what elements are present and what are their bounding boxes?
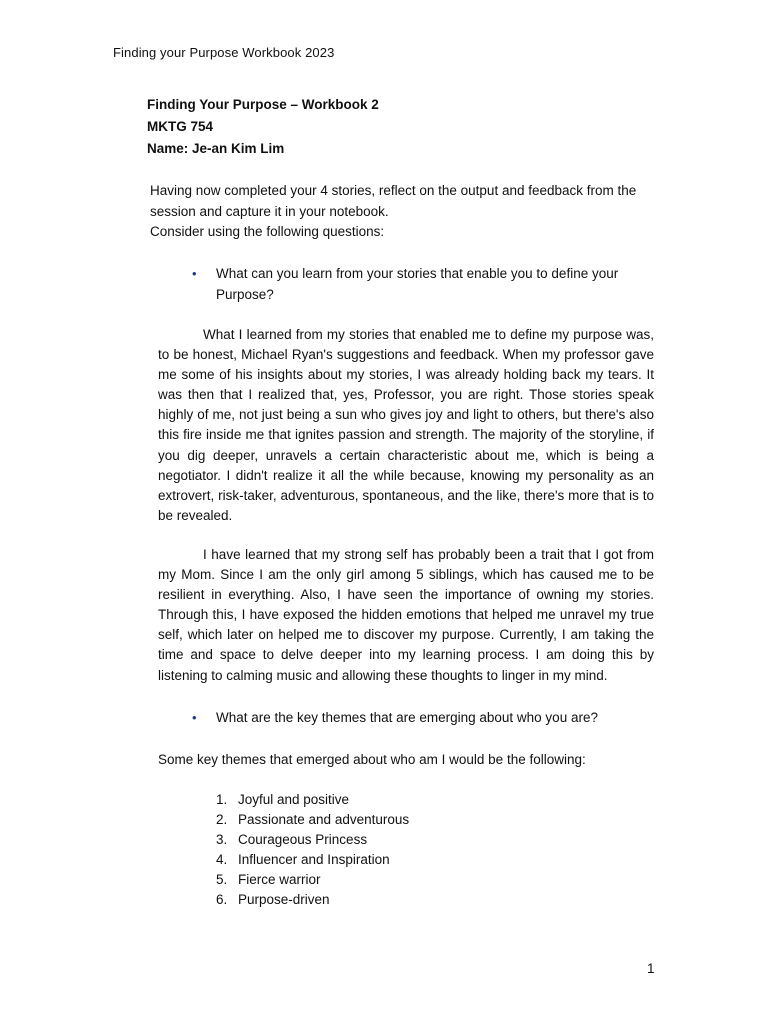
student-name: Name: Je-an Kim Lim — [147, 141, 285, 156]
list-item — [216, 830, 409, 850]
question-1 — [192, 264, 656, 305]
list-item — [216, 870, 409, 890]
page-number: 1 — [647, 961, 655, 976]
list-number: 6. — [216, 892, 228, 908]
list-number: 2. — [216, 812, 228, 828]
title-block — [147, 94, 379, 160]
answer-paragraph-2: I have learned that my strong self has probably been a trait that I got from my Mom. Since I am the only girl among 5 siblings, which has caused me to be resilient in everything. Also, I have seen the importance of owning my stories. Through this, I have exposed the hidden emotions that helped me unravel my true self, which later on helped me to discover my purpose. Currently, I am taking the time and space to delve deeper into my learning process. I am doing this by listening to calming music and allowing these thoughts to linger in my mind. — [158, 547, 654, 683]
question-text: What are the key themes that are emerging about who you are? — [216, 710, 598, 725]
themes-list — [216, 790, 409, 911]
theme-label: Passionate and adventurous — [238, 812, 410, 828]
themes-intro: Some key themes that emerged about who am I would be the following: — [158, 752, 586, 767]
intro-instructions — [150, 181, 650, 243]
running-header: Finding your Purpose Workbook 2023 — [113, 45, 335, 60]
question-2 — [192, 708, 656, 729]
theme-label: Influencer and Inspiration — [238, 852, 390, 868]
bullet-icon: • — [192, 266, 197, 281]
list-number: 1. — [216, 792, 228, 807]
list-item — [216, 810, 409, 830]
course-code: MKTG 754 — [147, 119, 214, 134]
question-text: What can you learn from your stories that enable you to define your Purpose? — [216, 266, 619, 302]
theme-label: Fierce warrior — [238, 872, 321, 888]
list-number: 3. — [216, 832, 228, 848]
list-item — [216, 790, 409, 810]
intro-prompt: Consider using the following questions: — [150, 224, 385, 239]
theme-label: Courageous Princess — [238, 832, 368, 848]
theme-label: Joyful and positive — [238, 792, 350, 807]
answer-paragraph-1: What I learned from my stories that enabled me to define my purpose was, to be honest, Michael Ryan's suggestions and feedback. When my professor gave me some of his insights about my stories, I was already holding back my tears. It was then that I realized that, yes, Professor, you are right. Those stories speak highly of me, not just being a sun who gives joy and light to others, but there's also this fire inside me that ignites passion and strength. The majority of the storyline, if you dig deeper, unravels a certain characteristic about me, which is being a negotiator. I didn't realize it all the while because, knowing my personality as an extrovert, risk-taker, adventurous, spontaneous, and the like, there's more that is to be revealed. — [158, 327, 654, 523]
theme-label: Purpose-driven — [238, 892, 330, 908]
workbook-title: Finding Your Purpose – Workbook 2 — [147, 97, 379, 112]
list-number: 5. — [216, 872, 228, 888]
intro-line: Having now completed your 4 stories, reflect on the output and feedback from the session and capture it in your notebook. — [150, 183, 637, 219]
list-item — [216, 890, 409, 910]
list-item — [216, 850, 409, 870]
list-number: 4. — [216, 852, 228, 868]
bullet-icon: • — [192, 710, 197, 725]
